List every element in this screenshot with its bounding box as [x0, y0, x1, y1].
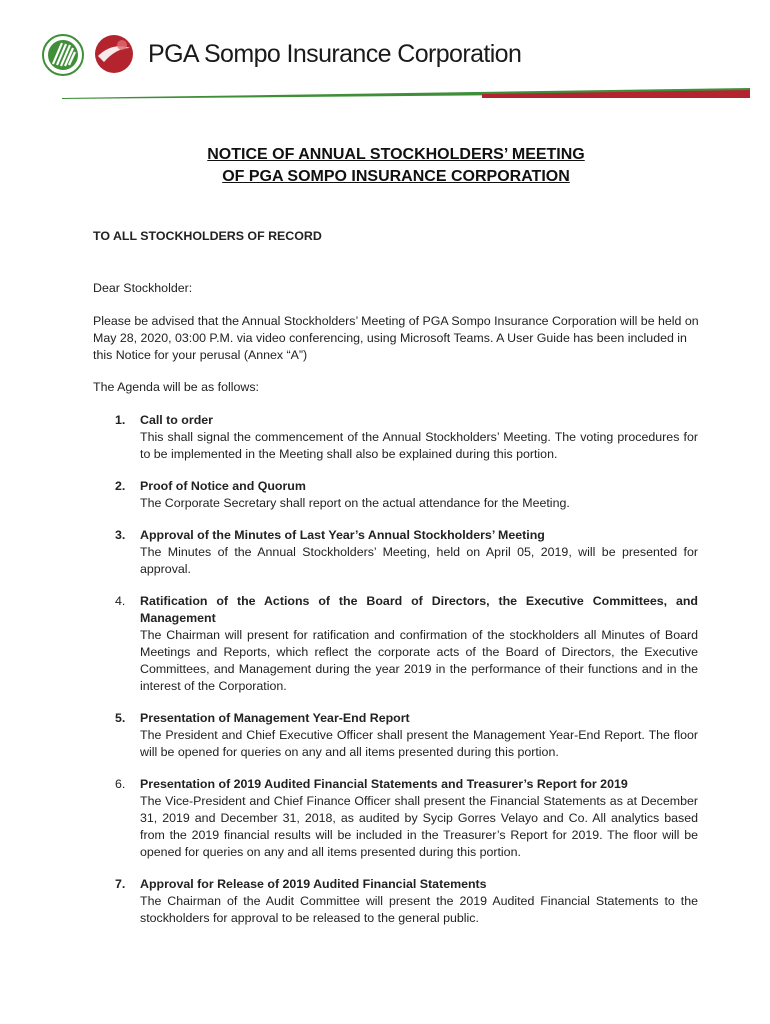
agenda-description: This shall signal the commencement of the Annual Stockholders’ Meeting. The voting procedures for to be implemented in the Meeting shall also be explained during this portion.: [140, 430, 698, 461]
document-title: [0, 144, 770, 188]
agenda-heading: Approval of the Minutes of Last Year’s Annual Stockholders’ Meeting: [140, 528, 545, 542]
agenda-description: The Chairman of the Audit Committee will present the 2019 Audited Financial Statements to the stockholders for approval to be released to the general public.: [140, 894, 698, 925]
agenda-description: The Corporate Secretary shall report on the actual attendance for the Meeting.: [140, 496, 570, 510]
agenda-heading: Presentation of Management Year-End Report: [140, 711, 410, 725]
agenda-list: [0, 412, 770, 942]
agenda-heading: Proof of Notice and Quorum: [140, 479, 306, 493]
title-line-1: NOTICE OF ANNUAL STOCKHOLDERS’ MEETING: [207, 146, 585, 163]
agenda-number: 1.: [115, 413, 126, 427]
addressee: TO ALL STOCKHOLDERS OF RECORD: [93, 229, 322, 243]
agenda-number: 3.: [115, 528, 126, 542]
red-sphere-logo-icon: [94, 34, 134, 74]
agenda-heading: Ratification of the Actions of the Board of Directors, the Executive Committees, and Management: [140, 594, 698, 625]
intro-paragraph: Please be advised that the Annual Stockholders’ Meeting of PGA Sompo Insurance Corporation will be held on May 28, 2020, 03:00 P.M. via video conferencing, using Microsoft Teams. A User Guide has been included in this Notice for your perusal (Annex “A”): [93, 314, 699, 362]
agenda-number: 2.: [115, 479, 126, 493]
agenda-description: The Chairman will present for ratification and confirmation of the stockholders all Minutes of Board Meetings and Reports, which reflect the corporate acts of the Board of Directors, the Executive Committees, and Management during the year 2019 in the performance of their functions and in the interest of the Corporation.: [140, 628, 698, 693]
title-line-2: OF PGA SOMPO INSURANCE CORPORATION: [222, 168, 570, 185]
greeting: Dear Stockholder:: [93, 281, 193, 295]
agenda-intro: The Agenda will be as follows:: [93, 380, 259, 394]
agenda-item: [0, 710, 770, 761]
green-leaf-logo-icon: [42, 34, 84, 76]
letterhead: [40, 28, 740, 80]
agenda-description: The Vice-President and Chief Finance Officer shall present the Financial Statements as at December 31, 2019 and December 31, 2018, as audited by Sycip Gorres Velayo and Co. All analytics based from the 2019 financial results will be included in the Treasurer’s Report for 2019. The floor will be opened for queries on any and all items presented during this portion.: [140, 794, 698, 859]
agenda-number: 4.: [115, 594, 126, 608]
agenda-item: [0, 527, 770, 578]
agenda-item: [0, 876, 770, 927]
agenda-number: 5.: [115, 711, 126, 725]
agenda-description: The President and Chief Executive Officer shall present the Management Year-End Report. The floor will be opened for queries on any and all items presented during this portion.: [140, 728, 698, 759]
header-divider: [62, 86, 750, 100]
agenda-description: The Minutes of the Annual Stockholders’ Meeting, held on April 05, 2019, will be presented for approval.: [140, 545, 698, 576]
agenda-heading: Call to order: [140, 413, 213, 427]
agenda-heading: Presentation of 2019 Audited Financial Statements and Treasurer’s Report for 2019: [140, 777, 628, 791]
agenda-heading: Approval for Release of 2019 Audited Financial Statements: [140, 877, 487, 891]
company-name: PGA Sompo Insurance Corporation: [148, 40, 522, 68]
agenda-number: 6.: [115, 777, 126, 791]
agenda-item: [0, 412, 770, 463]
agenda-item: [0, 478, 770, 512]
agenda-item: [0, 593, 770, 695]
agenda-item: [0, 776, 770, 861]
agenda-number: 7.: [115, 877, 126, 891]
